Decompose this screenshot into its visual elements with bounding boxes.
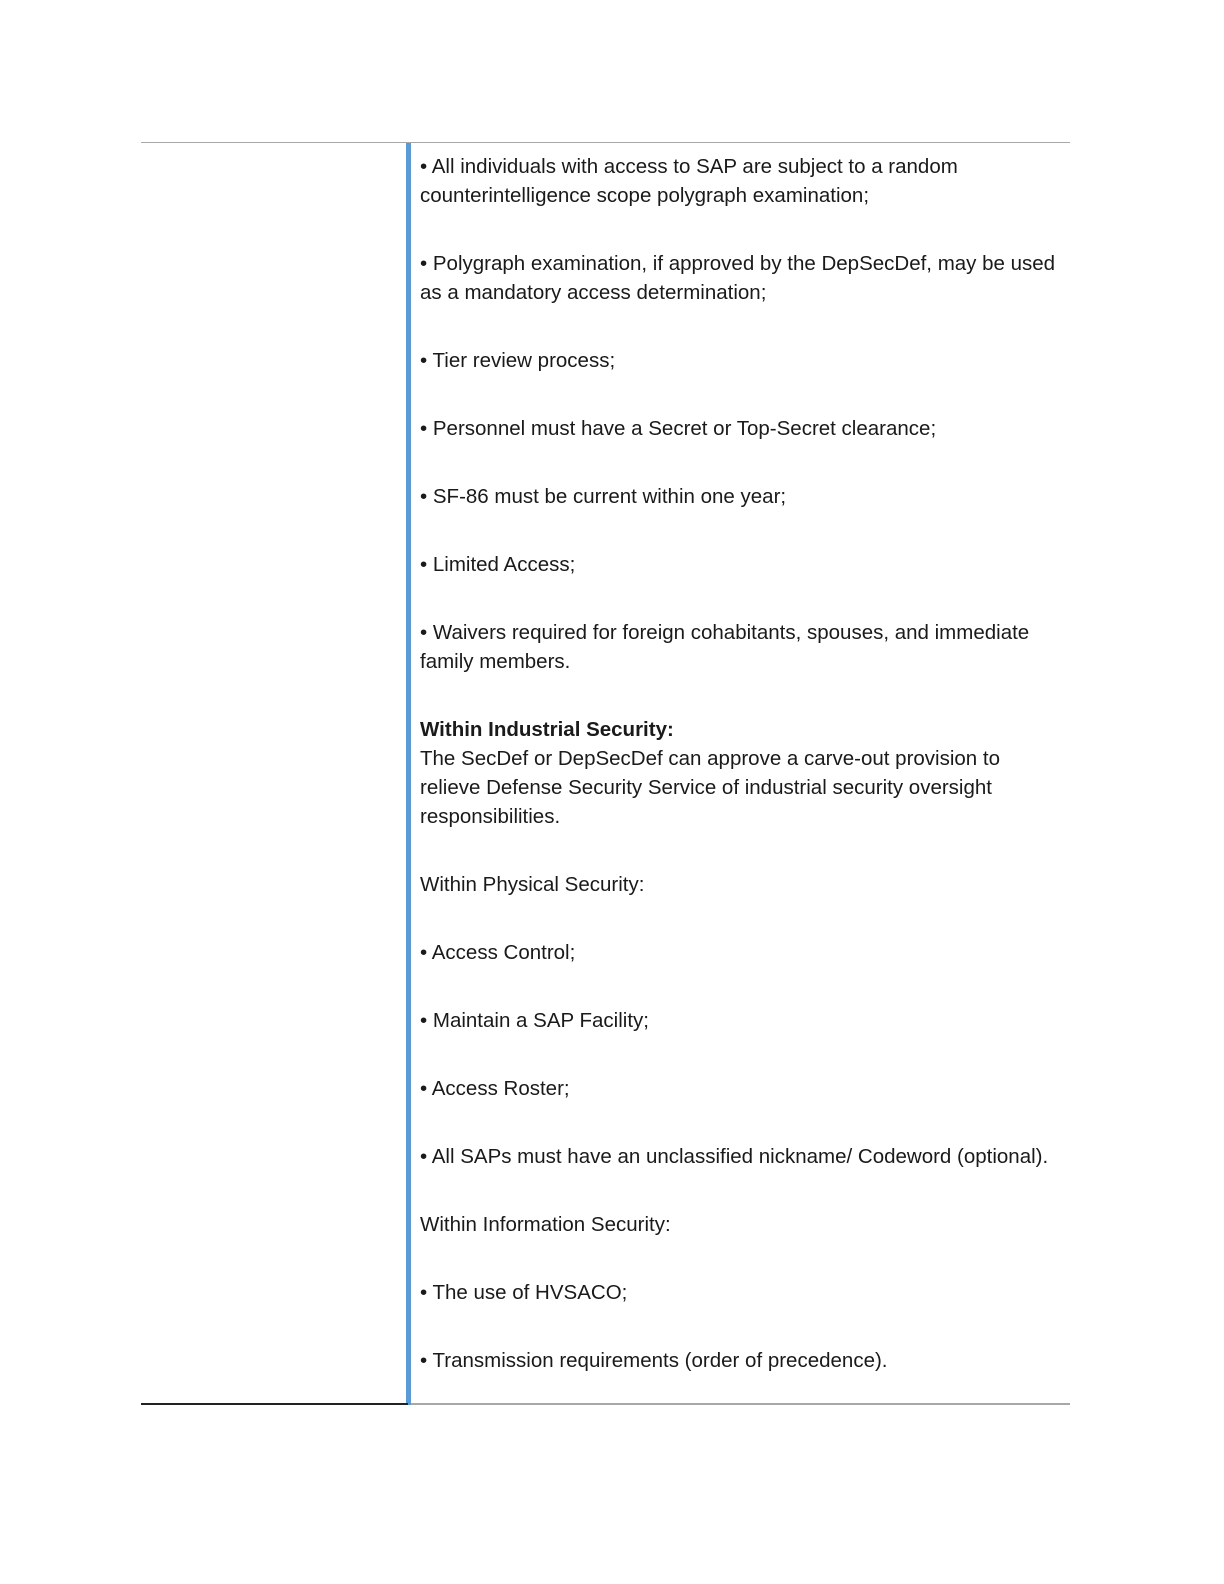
list-item: • Maintain a SAP Facility; [420,1009,649,1032]
industrial-security-section [420,715,1060,831]
information-security-heading: Within Information Security: [420,1213,671,1236]
table-right-cell [420,152,1060,1375]
list-item: • Tier review process; [420,349,616,372]
table-column-divider [406,143,411,1405]
table-bottom-border-right [411,1403,1070,1405]
table-left-cell [141,143,407,1405]
list-item: • Access Control; [420,941,576,964]
list-item: • SF-86 must be current within one year; [420,485,787,508]
list-item: • Polygraph examination, if approved by the DepSecDef, may be used as a mandatory access determination; [420,252,1056,304]
list-item: • Limited Access; [420,553,576,576]
list-item: • Personnel must have a Secret or Top-Secret clearance; [420,417,937,440]
list-item: • The use of HVSACO; [420,1281,628,1304]
list-item: • All individuals with access to SAP are subject to a random counterintelligence scope polygraph examination; [420,155,958,207]
list-item: • Waivers required for foreign cohabitants, spouses, and immediate family members. [420,621,1030,673]
list-item: • All SAPs must have an unclassified nickname/ Codeword (optional). [420,1145,1049,1168]
physical-security-heading: Within Physical Security: [420,873,645,896]
table-bottom-border-left [141,1403,408,1405]
industrial-security-text: The SecDef or DepSecDef can approve a carve-out provision to relieve Defense Security Service of industrial security oversight responsibilities. [420,747,1000,828]
industrial-security-heading: Within Industrial Security: [420,718,674,741]
list-item: • Access Roster; [420,1077,570,1100]
list-item: • Transmission requirements (order of precedence). [420,1349,888,1372]
